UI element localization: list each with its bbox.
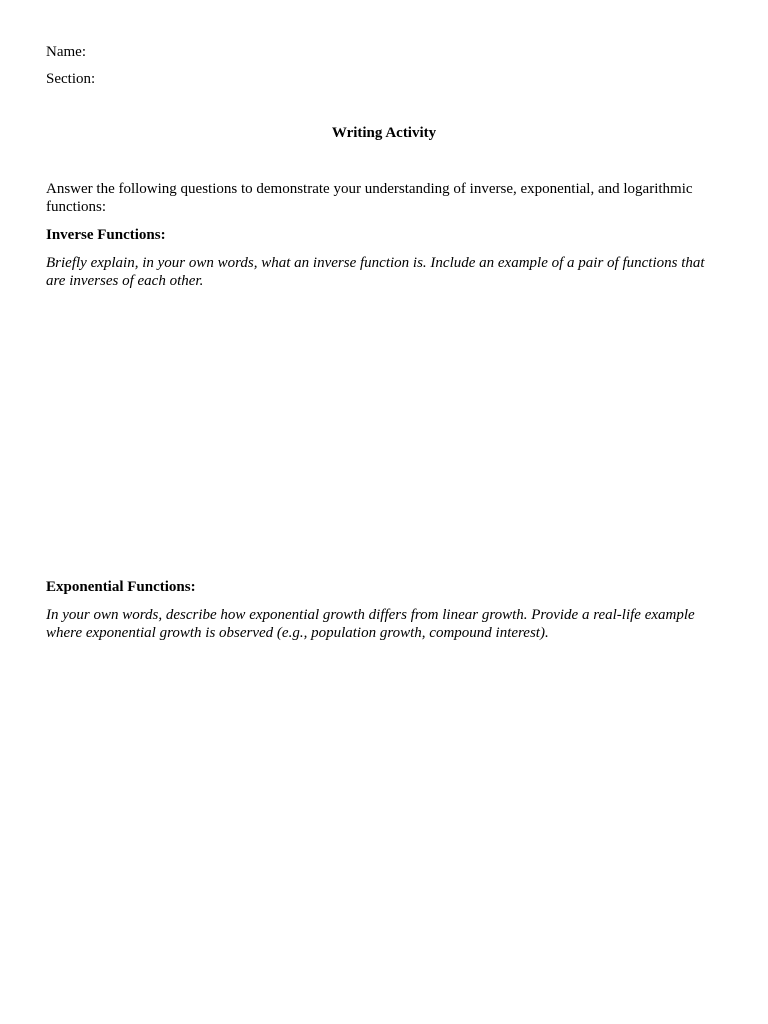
page-title: Writing Activity: [331, 125, 437, 141]
exponential-functions-answer-space[interactable]: [46, 648, 726, 988]
inverse-functions-heading: Inverse Functions:: [46, 227, 166, 243]
inverse-functions-prompt: Briefly explain, in your own words, what an inverse function is. Include an example of a pair of functions that are inverses of each other.: [46, 255, 705, 289]
intro-text: Answer the following questions to demonstrate your understanding of inverse, exponential, and logarithmic functions:: [46, 181, 693, 215]
inverse-functions-answer-space[interactable]: [46, 296, 726, 566]
name-label: Name:: [46, 44, 86, 60]
exponential-functions-heading: Exponential Functions:: [46, 579, 196, 595]
exponential-functions-prompt: In your own words, describe how exponential growth differs from linear growth. Provide a real-life example where exponential growth is observed (e.g., population growth, compound interest).: [46, 607, 695, 641]
section-label: Section:: [46, 71, 96, 87]
